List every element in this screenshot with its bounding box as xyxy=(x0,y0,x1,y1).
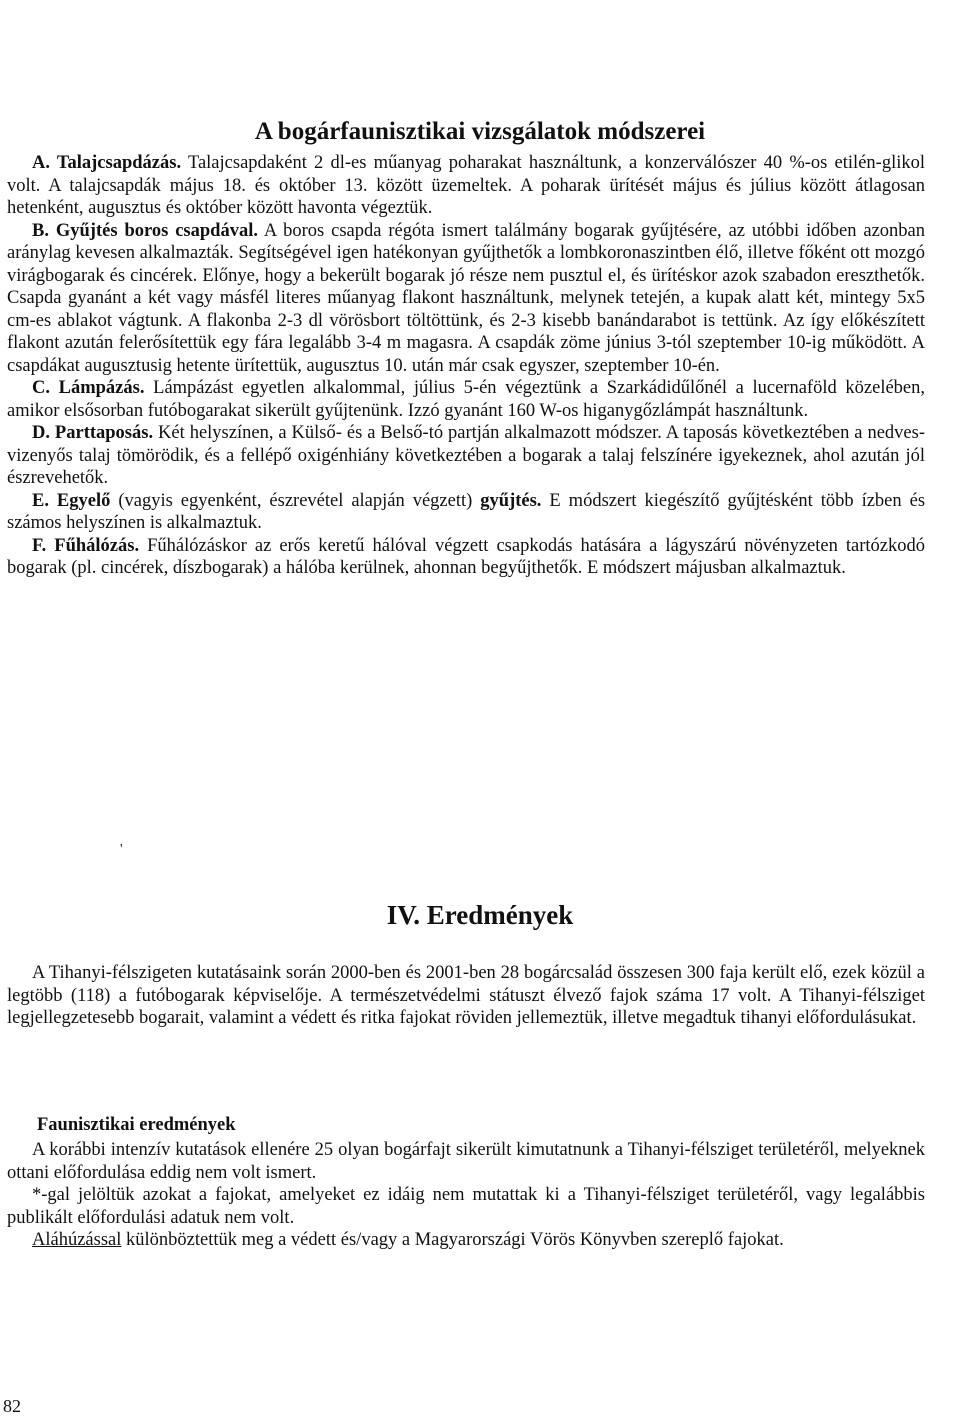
method-c-label: C. Lámpázás. xyxy=(32,378,145,398)
results-heading: IV. Eredmények xyxy=(386,900,574,930)
stray-mark: ' xyxy=(120,842,123,857)
page-number: 82 xyxy=(3,1396,21,1416)
faunistic-body xyxy=(7,1139,925,1252)
method-e-label: E. Egyelő xyxy=(32,490,111,511)
method-e-paragraph xyxy=(7,490,925,535)
faunistic-paragraph-3-rest: különböztettük meg a védett és/vagy a Magyarországi Vörös Könyvben szereplő fajokat. xyxy=(121,1230,784,1250)
results-intro: A Tihanyi-félszigeten kutatásaink során 2000-ben és 2001-ben 28 bogárcsalád összesen 300 faja került elő, ezek közül a legtöbb (118) a futóbogarak képviselője. A természetvédelmi státuszt élvező fajok száma 17 volt. A Tihanyi-félsziget legjellegzetesebb bogarait, valamint a védett és ritka fajokat röviden jellemeztük, illetve megadtuk tihanyi előfordulásukat. xyxy=(7,963,925,1028)
method-e-label-tail: gyűjtés. xyxy=(480,490,542,511)
method-e-text: E módszert kiegészítő gyűjtésként több ízben és számos helyszínen is alkalmaztuk. xyxy=(7,490,926,533)
method-a-text: Talajcsapdaként 2 dl-es műanyag poharakat használtunk, a konzerválószer 40 %-os etilén-glikol volt. A talajcsapdák május 18. és október 13. között üzemeltek. A poharak ürítését május és július között átlagosan hetenként, augusztus és október között havonta végeztük. xyxy=(7,153,925,218)
methods-title: A bogárfaunisztikai vizsgálatok módszerei xyxy=(254,118,706,145)
method-a-paragraph xyxy=(7,152,925,220)
method-e-label-extra: (vagyis egyenként, észrevétel alapján végzett) xyxy=(110,490,481,511)
method-f-paragraph xyxy=(7,535,925,580)
method-d-label: D. Parttaposás. xyxy=(32,423,154,443)
methods-body xyxy=(7,152,925,580)
method-f-label: F. Fűhálózás. xyxy=(32,535,140,556)
results-intro-block xyxy=(7,962,925,1030)
method-f-text: Fűhálózáskor az erős keretű hálóval végzett csapkodás hatására a lágyszárú növényzeten tartózkodó bogarak (pl. cincérek, díszbogarak) a hálóba kerülnek, ahonnan begyűjthetők. E módszert májusban alkalmaztuk. xyxy=(7,535,926,578)
method-b-paragraph xyxy=(7,220,925,378)
faunistic-paragraph-1: A korábbi intenzív kutatások ellenére 25 olyan bogárfajt sikerült kimutatnunk a Tihanyi-félsziget területéről, melyeknek ottani előfordulása eddig nem volt ismert. xyxy=(7,1140,925,1183)
faunistic-paragraph-3 xyxy=(7,1229,925,1252)
method-c-paragraph xyxy=(7,377,925,422)
method-b-label: B. Gyűjtés boros csapdával. xyxy=(32,220,258,241)
method-a-label: A. Talajcsapdázás. xyxy=(32,153,182,173)
method-d-text: Két helyszínen, a Külső- és a Belső-tó partján alkalmazott módszer. A taposás következtében a nedves-vizenyős talaj tömörödik, és a fellépő oxigénhiány következtében a bogarak a talaj felszínére igyekeznek, ahol azután jól észrevehetők. xyxy=(7,423,925,488)
method-d-paragraph xyxy=(7,422,925,490)
underline-word: Aláhúzással xyxy=(32,1230,122,1250)
faunistic-paragraph-2: *-gal jelöltük azokat a fajokat, amelyeket ez idáig nem mutattak ki a Tihanyi-félsziget területéről, vagy legalábbis publikált előfordulási adatuk nem volt. xyxy=(7,1185,925,1228)
faunistic-subheading: Faunisztikai eredmények xyxy=(37,1115,236,1135)
method-c-text: Lámpázást egyetlen alkalommal, július 5-én végeztünk a Szarkádidűlőnél a lucernaföld közelében, amikor elsősorban futóbogarakat sikerült gyűjtenünk. Izzó gyanánt 160 W-os higanygőzlámpát használtunk. xyxy=(7,378,926,421)
method-b-text: A boros csapda régóta ismert találmány bogarak gyűjtésére, az utóbbi időben azonban aránylag kevesen alkalmazták. Segítségével igen hatékonyan gyűjthetők a lombkoronaszintben élő, illetve főként ott mozgó virágbogarak és cincérek. Előnye, hogy a bekerült bogarak jó része nem pusztul el, és ürítéskor azok szabadon ereszthetők. Csapda gyanánt a két vagy másfél literes műanyag flakont használtunk, melynek tetején, a kupak alatt két, mintegy 5x5 cm-es ablakot vágtunk. A flakonba 2-3 dl vörösbort töltöttünk, és 2-3 kisebb banándarabot is tettünk. Az így előkészített flakont azután felerősítettük egy fára legalább 3-4 m magasra. A csapdák zöme június 3-tól szeptember 10-ig működött. A csapdákat augusztusig hetente ürítettük, augusztus 10. után már csak egyszer, szeptember 10-én. xyxy=(7,220,925,376)
